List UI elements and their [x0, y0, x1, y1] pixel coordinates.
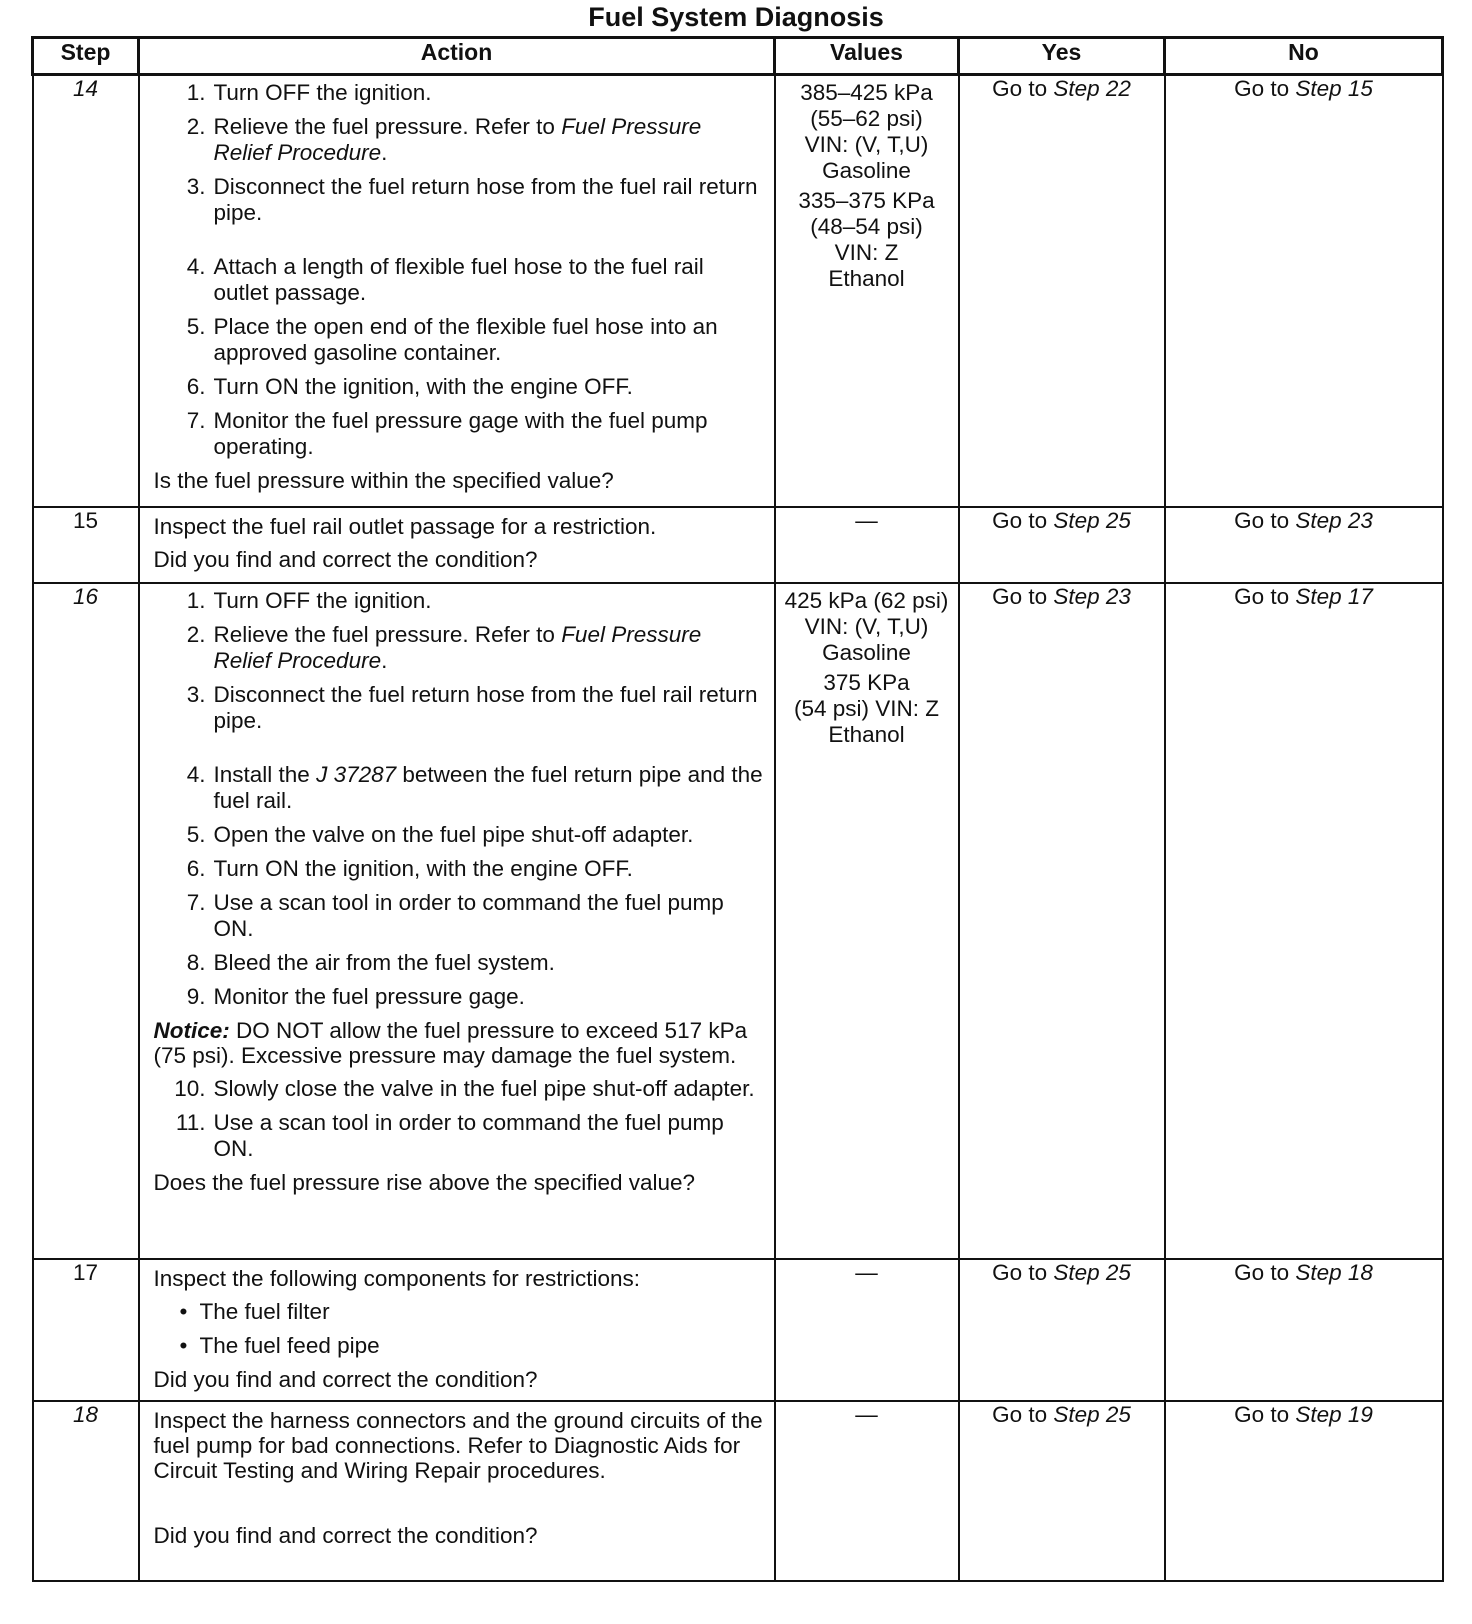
question-text: Did you find and correct the condition?	[153, 1523, 538, 1548]
procedure-step	[154, 374, 764, 400]
yes-cell	[959, 75, 1165, 508]
step-item-text: Use a scan tool in order to command the fuel pump ON.	[213, 1110, 724, 1161]
table-header-row	[33, 38, 1443, 75]
goto-link-yes[interactable]: Go to Step 22	[992, 76, 1131, 101]
header-no: No	[1165, 38, 1443, 75]
table-row-step-18	[33, 1401, 1443, 1581]
procedure-step	[154, 80, 764, 106]
step-reference: Step 25	[1053, 508, 1131, 533]
step-reference: Step 15	[1295, 76, 1373, 101]
value-line: 385–425 kPa	[800, 80, 933, 105]
step-item-text: Slowly close the valve in the fuel pipe shut-off adapter.	[213, 1076, 755, 1101]
action-cell	[139, 1259, 775, 1401]
procedure-step	[154, 588, 764, 614]
step-item-text: Relieve the fuel pressure. Refer to Fuel Pressure Relief Procedure.	[213, 114, 702, 165]
goto-link-no[interactable]: Go to Step 17	[1234, 584, 1373, 609]
procedure-step	[154, 682, 764, 734]
goto-link-no[interactable]: Go to Step 15	[1234, 76, 1373, 101]
yes-cell	[959, 1401, 1165, 1581]
procedure-step	[154, 856, 764, 882]
no-cell	[1165, 75, 1443, 508]
header-step: Step	[33, 38, 139, 75]
step-item-text: Monitor the fuel pressure gage with the fuel pump operating.	[213, 408, 708, 459]
yes-cell	[959, 1259, 1165, 1401]
procedure-step	[154, 114, 764, 166]
notice-text	[154, 1018, 764, 1068]
value-line: 335–375 KPa	[798, 188, 935, 213]
question-text: Did you find and correct the condition?	[153, 547, 538, 572]
value-line: (55–62 psi)	[810, 106, 923, 131]
question-text: Is the fuel pressure within the specified value?	[153, 468, 614, 493]
procedure-step	[154, 1076, 764, 1102]
step-item-text: Turn ON the ignition, with the engine OFF.	[213, 374, 633, 399]
no-cell	[1165, 583, 1443, 1259]
step-item-number: 3.	[186, 682, 206, 707]
notice-body: DO NOT allow the fuel pressure to exceed 517 kPa (75 psi). Excessive pressure may damage the fuel system.	[153, 1018, 748, 1068]
procedure-step	[154, 174, 764, 226]
list-item	[154, 1333, 764, 1359]
value-none: —	[855, 1402, 878, 1427]
value-none: —	[855, 508, 878, 533]
step-number: 15	[33, 507, 139, 583]
header-values: Values	[775, 38, 959, 75]
values-cell	[775, 1401, 959, 1581]
reference-text: Fuel Pressure Relief Procedure	[213, 114, 702, 165]
value-line: (48–54 psi)	[810, 214, 923, 239]
goto-link-yes[interactable]: Go to Step 23	[992, 584, 1131, 609]
values-cell	[775, 507, 959, 583]
goto-link-yes[interactable]: Go to Step 25	[992, 1260, 1131, 1285]
question-text: Does the fuel pressure rise above the specified value?	[153, 1170, 696, 1195]
procedure-step	[154, 1110, 764, 1162]
action-text: Inspect the harness connectors and the ground circuits of the fuel pump for bad connections. Refer to Diagnostic Aids for Circuit Testing and Wiring Repair procedures.	[153, 1408, 763, 1483]
step-item-text: Open the valve on the fuel pipe shut-off adapter.	[213, 822, 694, 847]
action-cell	[139, 583, 775, 1259]
step-reference: Step 22	[1053, 76, 1131, 101]
yes-cell	[959, 583, 1165, 1259]
step-number: 18	[33, 1401, 139, 1581]
step-number: 16	[33, 583, 139, 1259]
step-item-number: 11.	[175, 1110, 206, 1135]
step-reference: Step 25	[1053, 1402, 1131, 1427]
table-row-step-14	[33, 75, 1443, 508]
goto-link-yes[interactable]: Go to Step 25	[992, 1402, 1131, 1427]
bullet-icon: •	[179, 1299, 188, 1324]
step-item-text: Turn OFF the ignition.	[213, 80, 432, 105]
step-item-text: Relieve the fuel pressure. Refer to Fuel Pressure Relief Procedure.	[213, 622, 702, 673]
diagnosis-table	[31, 36, 1444, 1582]
value-line: Ethanol	[828, 266, 905, 291]
step-item-number: 4.	[186, 762, 206, 787]
value-line: VIN: (V, T,U)	[804, 132, 929, 157]
value-group	[778, 670, 956, 748]
step-reference: Step 25	[1053, 1260, 1131, 1285]
action-cell	[139, 75, 775, 508]
question-text: Did you find and correct the condition?	[153, 1367, 538, 1392]
no-cell	[1165, 1259, 1443, 1401]
list-item-text: The fuel filter	[199, 1299, 330, 1324]
value-group	[778, 188, 956, 292]
goto-link-yes[interactable]: Go to Step 25	[992, 508, 1131, 533]
no-cell	[1165, 507, 1443, 583]
value-line: Ethanol	[828, 722, 905, 747]
procedure-step	[154, 984, 764, 1010]
list-item-text: The fuel feed pipe	[199, 1333, 380, 1358]
step-reference: Step 23	[1053, 584, 1131, 609]
goto-link-no[interactable]: Go to Step 18	[1234, 1260, 1373, 1285]
step-number: 17	[33, 1259, 139, 1401]
reference-text: Fuel Pressure Relief Procedure	[213, 622, 702, 673]
table-row-step-15	[33, 507, 1443, 583]
step-item-number: 1.	[186, 80, 206, 105]
step-number: 14	[33, 75, 139, 508]
step-item-text: Install the J 37287 between the fuel return pipe and the fuel rail.	[213, 762, 763, 813]
step-item-text: Turn ON the ignition, with the engine OFF.	[213, 856, 633, 881]
table-row-step-16	[33, 583, 1443, 1259]
step-item-text: Use a scan tool in order to command the fuel pump ON.	[213, 890, 724, 941]
step-item-number: 5.	[186, 822, 206, 847]
procedure-list	[154, 588, 764, 1010]
procedure-step	[154, 314, 764, 366]
values-cell	[775, 583, 959, 1259]
step-item-number: 3.	[186, 174, 206, 199]
values-cell	[775, 1259, 959, 1401]
procedure-list-continued	[154, 1076, 764, 1162]
value-line: Gasoline	[822, 640, 911, 665]
step-item-number: 8.	[186, 950, 206, 975]
step-item-number: 5.	[186, 314, 206, 339]
procedure-list	[154, 80, 764, 460]
component-list	[154, 1299, 764, 1359]
procedure-step	[154, 254, 764, 306]
step-item-number: 6.	[186, 374, 206, 399]
step-item-number: 4.	[186, 254, 206, 279]
yes-cell	[959, 507, 1165, 583]
step-item-text: Attach a length of flexible fuel hose to the fuel rail outlet passage.	[213, 254, 704, 305]
value-line: 425 kPa (62 psi)	[784, 588, 949, 613]
value-group	[778, 588, 956, 666]
step-item-text: Disconnect the fuel return hose from the fuel rail return pipe.	[213, 174, 758, 225]
action-cell	[139, 507, 775, 583]
step-item-text: Bleed the air from the fuel system.	[213, 950, 555, 975]
value-line: 375 KPa	[823, 670, 910, 695]
table-row-step-17	[33, 1259, 1443, 1401]
no-cell	[1165, 1401, 1443, 1581]
action-cell	[139, 1401, 775, 1581]
step-reference: Step 19	[1295, 1402, 1373, 1427]
reference-text: J 37287	[316, 762, 397, 787]
header-yes: Yes	[959, 38, 1165, 75]
step-item-text: Disconnect the fuel return hose from the fuel rail return pipe.	[213, 682, 758, 733]
procedure-step	[154, 950, 764, 976]
value-line: Gasoline	[822, 158, 911, 183]
value-line: VIN: Z	[834, 240, 899, 265]
step-reference: Step 18	[1295, 1260, 1373, 1285]
step-reference: Step 23	[1295, 508, 1373, 533]
step-item-number: 7.	[186, 890, 206, 915]
goto-link-no[interactable]: Go to Step 19	[1234, 1402, 1373, 1427]
notice-label: Notice:	[153, 1018, 230, 1043]
page-title: Fuel System Diagnosis	[588, 2, 884, 32]
step-reference: Step 17	[1295, 584, 1373, 609]
procedure-step	[154, 890, 764, 942]
step-item-number: 6.	[186, 856, 206, 881]
step-item-text: Monitor the fuel pressure gage.	[213, 984, 525, 1009]
step-item-number: 9.	[186, 984, 206, 1009]
procedure-step	[154, 622, 764, 674]
action-text: Inspect the fuel rail outlet passage for a restriction.	[153, 514, 657, 539]
action-text: Inspect the following components for restrictions:	[153, 1266, 640, 1291]
value-group	[778, 80, 956, 184]
header-action: Action	[139, 38, 775, 75]
bullet-icon: •	[179, 1333, 188, 1358]
procedure-step	[154, 822, 764, 848]
procedure-step	[154, 408, 764, 460]
value-line: VIN: (V, T,U)	[804, 614, 929, 639]
goto-link-no[interactable]: Go to Step 23	[1234, 508, 1373, 533]
procedure-step	[154, 762, 764, 814]
values-cell	[775, 75, 959, 508]
step-item-number: 7.	[186, 408, 206, 433]
step-item-number: 2.	[186, 114, 206, 139]
step-item-text: Place the open end of the flexible fuel hose into an approved gasoline container.	[213, 314, 718, 365]
value-none: —	[855, 1260, 878, 1285]
step-item-number: 10.	[174, 1076, 206, 1101]
step-item-number: 2.	[186, 622, 206, 647]
step-item-number: 1.	[186, 588, 206, 613]
value-line: (54 psi) VIN: Z	[793, 696, 940, 721]
list-item	[154, 1299, 764, 1325]
step-item-text: Turn OFF the ignition.	[213, 588, 432, 613]
